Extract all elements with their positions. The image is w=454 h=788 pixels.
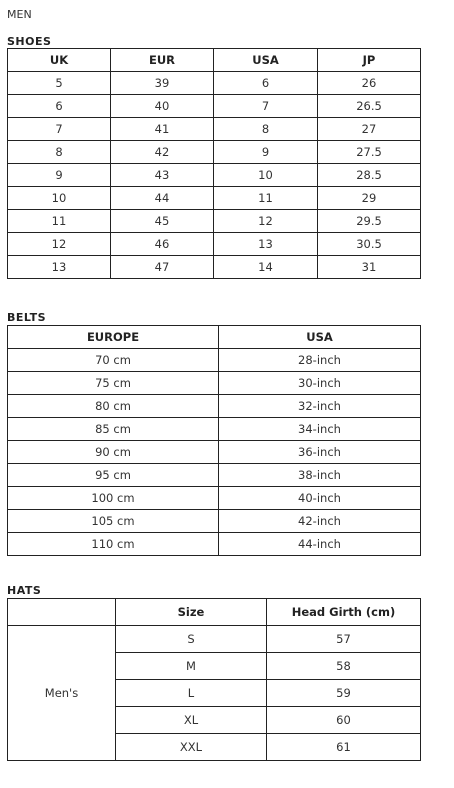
hats-cell: 60 [267, 707, 421, 734]
belts-col-usa: USA [219, 326, 421, 349]
belts-cell: 42-inch [219, 510, 421, 533]
belts-cell: 70 cm [8, 349, 219, 372]
shoes-cell: 7 [214, 95, 318, 118]
shoes-cell: 14 [214, 256, 318, 279]
belts-cell: 28-inch [219, 349, 421, 372]
shoes-cell: 29 [318, 187, 421, 210]
shoes-cell: 9 [8, 164, 111, 187]
belts-cell: 34-inch [219, 418, 421, 441]
table-row [8, 626, 421, 653]
belts-cell: 36-inch [219, 441, 421, 464]
shoes-cell: 9 [214, 141, 318, 164]
hats-cell: M [116, 653, 267, 680]
table-row [8, 418, 421, 441]
shoes-cell: 27 [318, 118, 421, 141]
table-row [8, 164, 421, 187]
shoes-cell: 26 [318, 72, 421, 95]
shoes-cell: 39 [111, 72, 214, 95]
table-row [8, 441, 421, 464]
table-row [8, 187, 421, 210]
shoes-col-eur: EUR [111, 49, 214, 72]
hats-col-size: Size [116, 599, 267, 626]
page-heading: MEN [7, 8, 32, 21]
hats-col-head-girth: Head Girth (cm) [267, 599, 421, 626]
shoes-cell: 44 [111, 187, 214, 210]
shoes-cell: 8 [8, 141, 111, 164]
shoes-cell: 11 [8, 210, 111, 233]
shoes-cell: 46 [111, 233, 214, 256]
hats-cell: 57 [267, 626, 421, 653]
hats-cell: XXL [116, 734, 267, 761]
shoes-cell: 45 [111, 210, 214, 233]
hats-cell: 58 [267, 653, 421, 680]
hats-group-label: Men's [8, 626, 116, 761]
hats-cell: 61 [267, 734, 421, 761]
hats-cell: 59 [267, 680, 421, 707]
table-row [8, 256, 421, 279]
hats-cell: S [116, 626, 267, 653]
shoes-cell: 12 [214, 210, 318, 233]
shoes-cell: 5 [8, 72, 111, 95]
shoes-cell: 31 [318, 256, 421, 279]
belts-col-europe: EUROPE [8, 326, 219, 349]
hats-col-blank [8, 599, 116, 626]
table-row [8, 372, 421, 395]
table-row [8, 395, 421, 418]
shoes-cell: 6 [214, 72, 318, 95]
belts-cell: 80 cm [8, 395, 219, 418]
belts-cell: 38-inch [219, 464, 421, 487]
shoes-cell: 43 [111, 164, 214, 187]
hats-section-label: HATS [7, 584, 42, 597]
shoes-cell: 40 [111, 95, 214, 118]
belts-section-label: BELTS [7, 311, 47, 324]
belts-cell: 100 cm [8, 487, 219, 510]
shoes-cell: 29.5 [318, 210, 421, 233]
shoes-cell: 27.5 [318, 141, 421, 164]
belts-cell: 75 cm [8, 372, 219, 395]
belts-cell: 44-inch [219, 533, 421, 556]
belts-header-row [8, 326, 421, 349]
hats-header-row [8, 599, 421, 626]
shoes-section-label: SHOES [7, 35, 52, 48]
shoes-col-usa: USA [214, 49, 318, 72]
belts-cell: 110 cm [8, 533, 219, 556]
shoes-cell: 41 [111, 118, 214, 141]
table-row [8, 72, 421, 95]
shoes-cell: 30.5 [318, 233, 421, 256]
shoes-cell: 7 [8, 118, 111, 141]
table-row [8, 95, 421, 118]
belts-cell: 40-inch [219, 487, 421, 510]
shoes-cell: 8 [214, 118, 318, 141]
shoes-cell: 42 [111, 141, 214, 164]
table-row [8, 487, 421, 510]
shoes-col-jp: JP [318, 49, 421, 72]
belts-cell: 105 cm [8, 510, 219, 533]
shoes-cell: 10 [8, 187, 111, 210]
table-row [8, 349, 421, 372]
shoes-cell: 6 [8, 95, 111, 118]
belts-cell: 32-inch [219, 395, 421, 418]
belts-cell: 90 cm [8, 441, 219, 464]
shoes-cell: 10 [214, 164, 318, 187]
shoes-cell: 13 [8, 256, 111, 279]
hats-cell: XL [116, 707, 267, 734]
shoes-cell: 11 [214, 187, 318, 210]
belts-size-table [7, 325, 421, 556]
shoes-cell: 28.5 [318, 164, 421, 187]
table-row [8, 510, 421, 533]
table-row [8, 233, 421, 256]
shoes-header-row [8, 49, 421, 72]
shoes-size-table [7, 48, 421, 279]
table-row [8, 141, 421, 164]
shoes-cell: 13 [214, 233, 318, 256]
shoes-cell: 26.5 [318, 95, 421, 118]
table-row [8, 533, 421, 556]
belts-cell: 85 cm [8, 418, 219, 441]
shoes-cell: 47 [111, 256, 214, 279]
table-row [8, 210, 421, 233]
shoes-cell: 12 [8, 233, 111, 256]
hats-cell: L [116, 680, 267, 707]
table-row [8, 118, 421, 141]
shoes-col-uk: UK [8, 49, 111, 72]
table-row [8, 464, 421, 487]
belts-cell: 95 cm [8, 464, 219, 487]
belts-cell: 30-inch [219, 372, 421, 395]
hats-size-table [7, 598, 421, 761]
